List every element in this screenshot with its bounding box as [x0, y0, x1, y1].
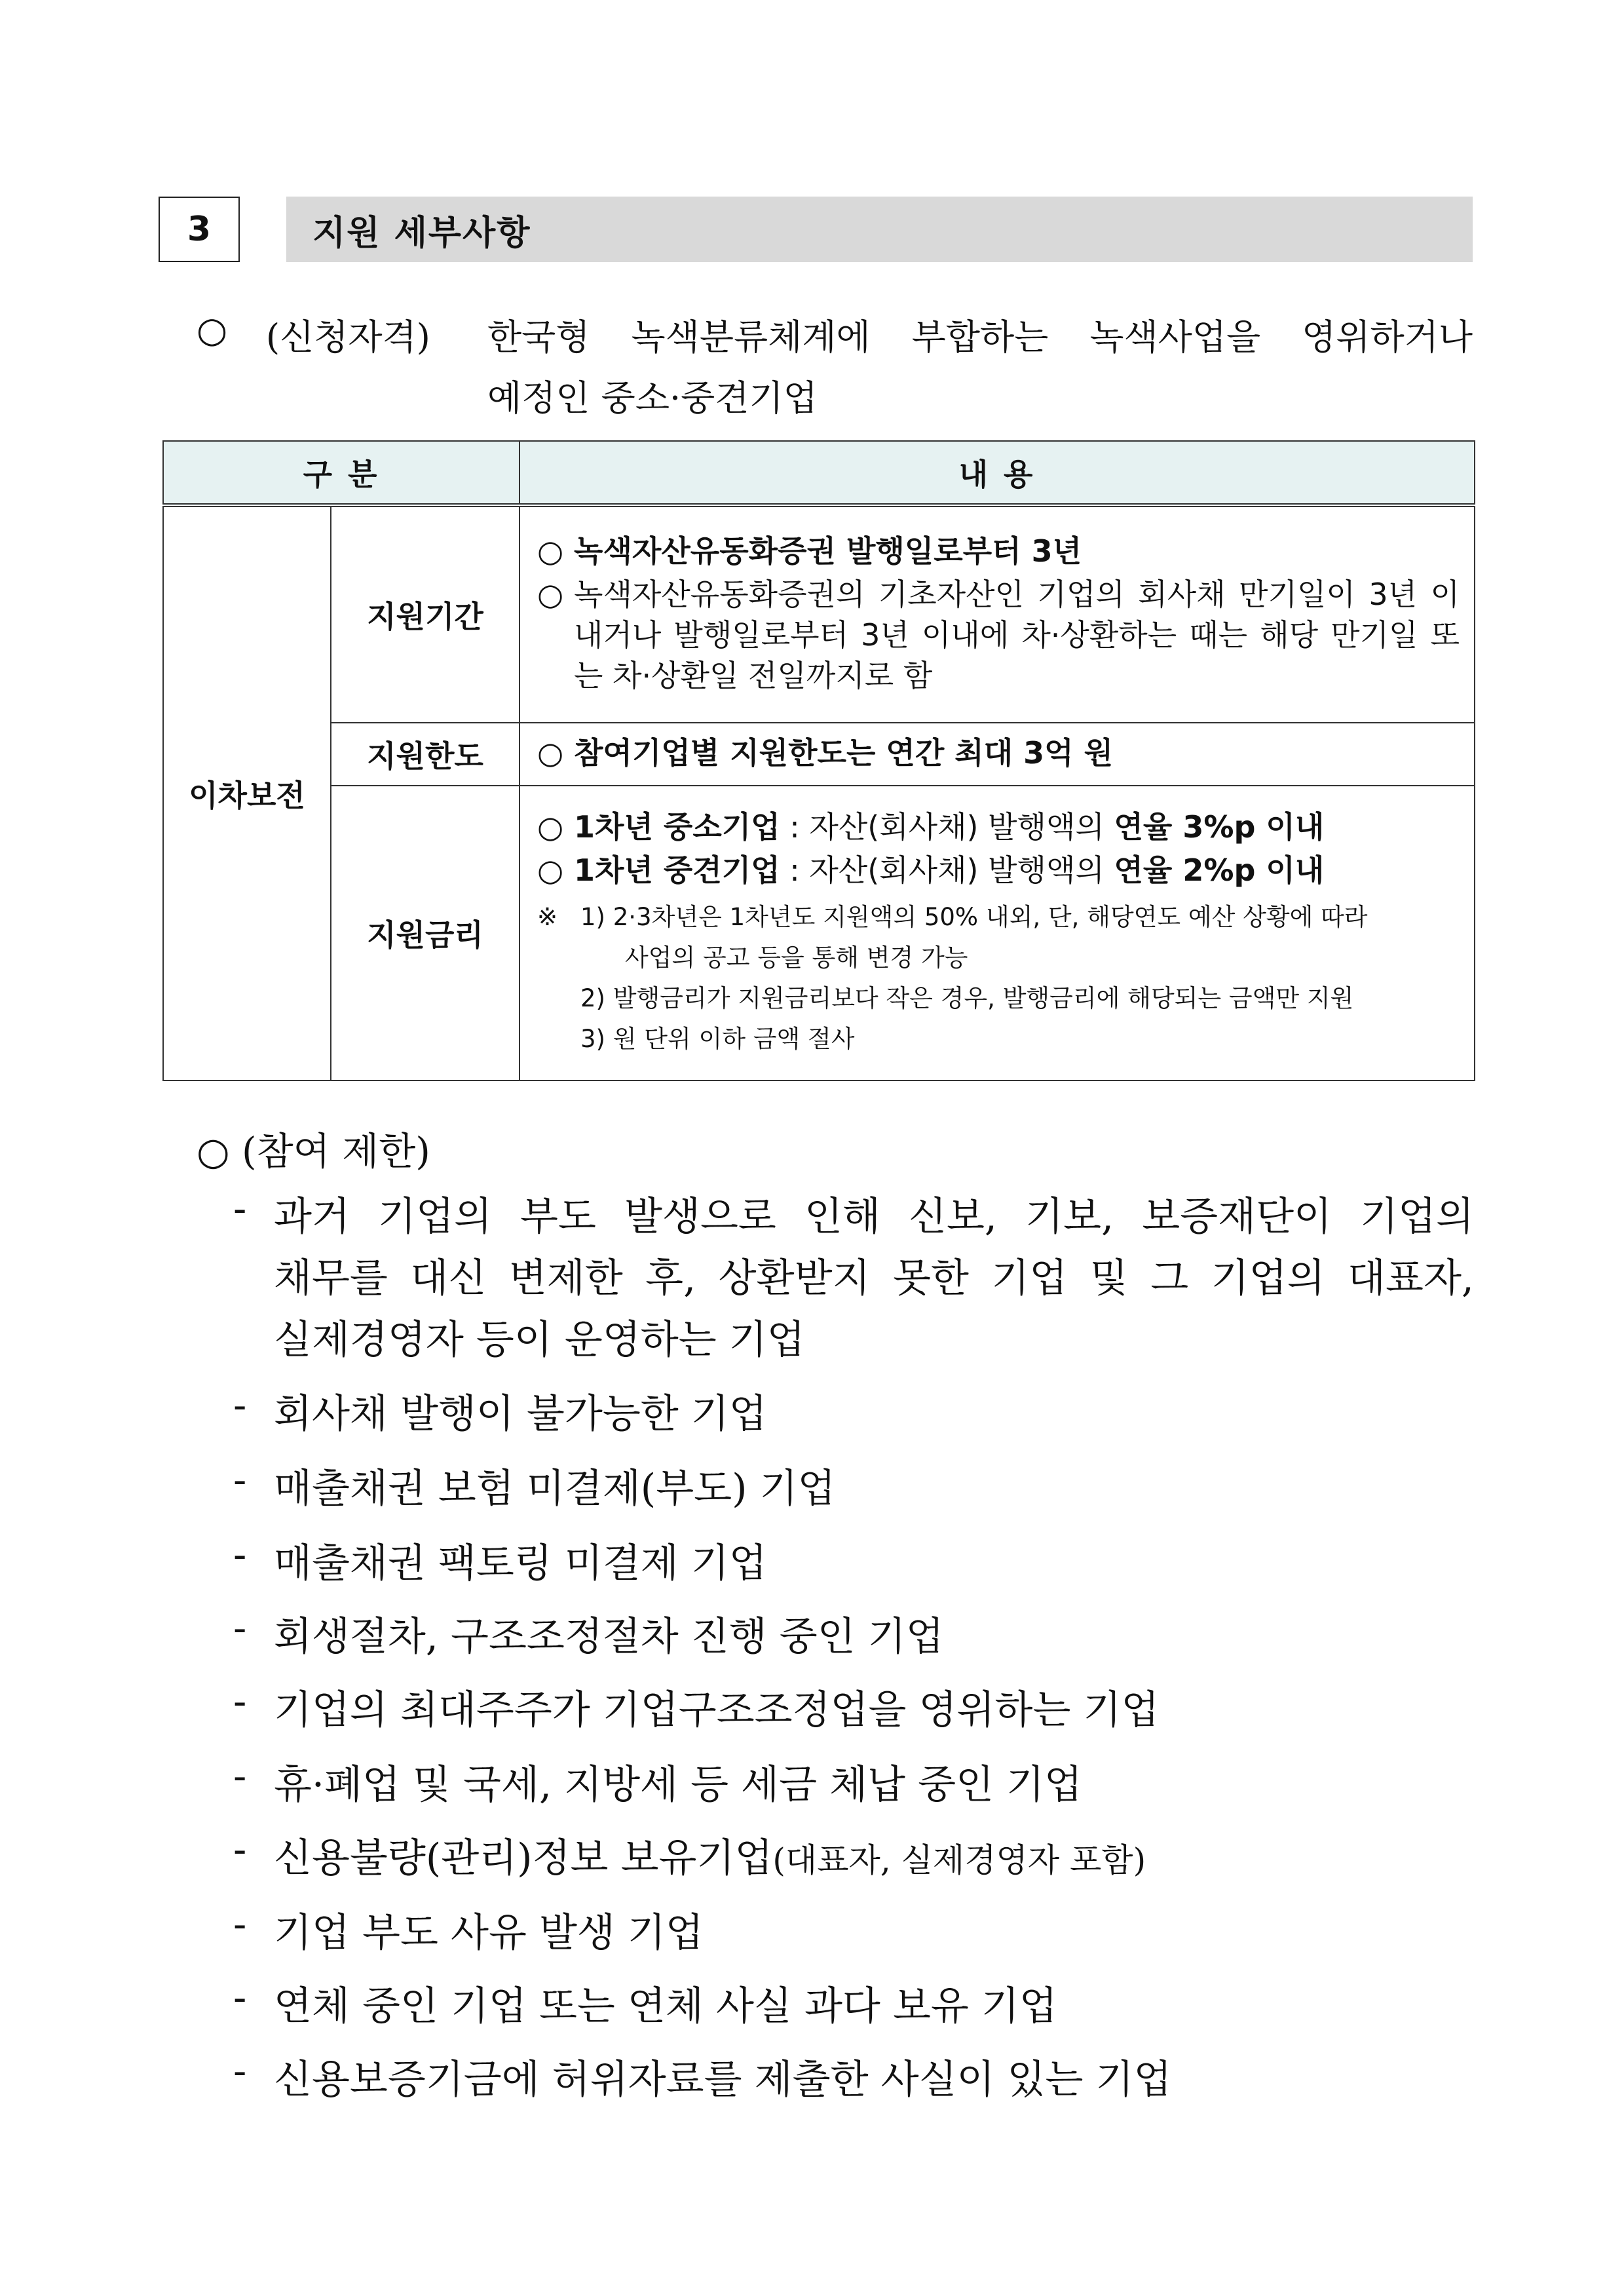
rate-value: 연율 3%p 이내 — [1114, 809, 1325, 845]
rate-desc: : 자산(회사채) 발행액의 — [780, 852, 1114, 888]
dash-bullet: - — [233, 1383, 247, 1428]
list-item — [537, 733, 1460, 773]
restriction-line: 회사채 발행이 불가능한 기업 — [274, 1391, 767, 1437]
restriction-line: 채무를 대신 변제한 후, 상환받지 못한 기업 및 그 기업의 대표자, — [274, 1255, 1474, 1301]
dash-bullet: - — [233, 1679, 247, 1725]
rate-desc: : 자산(회사채) 발행액의 — [780, 809, 1114, 845]
rate-subject: 1차년 중소기업 — [574, 809, 780, 845]
note-3: 3) 원 단위 이하 금액 절사 — [580, 1025, 855, 1053]
eligibility-label: (신청자격) — [266, 316, 430, 358]
restriction-line: 연체 중인 기업 또는 연체 사실 과다 보유 기업 — [274, 1983, 1057, 2029]
list-item — [537, 807, 1460, 847]
restriction-item — [233, 1902, 1474, 1958]
restriction-item — [233, 1753, 1474, 1810]
table-row — [163, 786, 1475, 1081]
item-text: 참여기업별 지원한도는 연간 최대 3억 원 — [574, 735, 1114, 771]
restriction-item — [233, 1383, 1474, 1439]
row-label-limit: 지원한도 — [331, 723, 519, 786]
row-content-rate — [519, 786, 1475, 1081]
table-row — [163, 723, 1475, 786]
header-content: 내 용 — [519, 441, 1475, 505]
restriction-line: 과거 기업의 부도 발생으로 인해 신보, 기보, 보증재단이 기업의 — [274, 1194, 1474, 1240]
dash-bullet: - — [233, 1753, 247, 1799]
section-number: 3 — [159, 197, 240, 262]
restriction-item — [233, 1605, 1474, 1662]
list-item — [537, 574, 1460, 696]
restriction-line: 기업의 최대주주가 기업구조조정업을 영위하는 기업 — [274, 1687, 1160, 1733]
restriction-line: 신용보증기금에 허위자료를 제출한 사실이 있는 기업 — [274, 2057, 1172, 2103]
list-item — [537, 531, 1460, 571]
dash-bullet: - — [233, 2048, 247, 2094]
note-mark-icon: ※ — [537, 903, 558, 931]
section-title: 지원 세부사항 — [286, 197, 1473, 262]
restriction-item — [233, 1975, 1474, 2031]
row-content-limit — [519, 723, 1475, 786]
restrictions-title: ○ (참여 제한) — [197, 1129, 430, 1174]
circle-bullet-icon: ○ — [537, 809, 564, 845]
restriction-line: 매출채권 팩토링 미결제 기업 — [274, 1540, 767, 1586]
restriction-line: 회생절차, 구조조정절차 진행 중인 기업 — [274, 1614, 944, 1660]
restriction-line: 실제경영자 등이 운영하는 기업 — [274, 1317, 805, 1363]
group-label: 이차보전 — [163, 505, 331, 1081]
eligibility-text-line2: 예정인 중소·중견기업 — [487, 377, 818, 419]
dash-bullet: - — [233, 1457, 247, 1503]
restriction-line: 휴·폐업 및 국세, 지방세 등 세금 체납 중인 기업 — [274, 1762, 1083, 1808]
circle-bullet-icon: ○ — [537, 577, 564, 612]
note-1: 1) 2·3차년은 1차년도 지원액의 50% 내외, 단, 해당연도 예산 상황에 따라 — [580, 903, 1368, 931]
restriction-item — [233, 1186, 1474, 1371]
row-content-period — [519, 505, 1475, 723]
rate-value: 연율 2%p 이내 — [1114, 852, 1325, 888]
restriction-line: 매출채권 보험 미결제(부도) 기업 — [274, 1466, 836, 1512]
note-1-cont: 사업의 공고 등을 통해 변경 가능 — [625, 944, 968, 972]
rate-subject: 1차년 중견기업 — [574, 852, 780, 888]
dash-bullet: - — [233, 1186, 247, 1232]
restriction-line: 신용불량(관리)정보 보유기업 — [274, 1835, 773, 1881]
table-row — [163, 505, 1475, 723]
list-item — [537, 850, 1460, 890]
dash-bullet: - — [233, 1902, 247, 1947]
eligibility-bullet: ○ — [197, 309, 228, 351]
header-category: 구 분 — [163, 441, 519, 505]
dash-bullet: - — [233, 1975, 247, 2021]
restriction-item — [233, 1457, 1474, 1514]
restriction-item — [233, 1827, 1474, 1883]
restriction-line: 기업 부도 사유 발생 기업 — [274, 1910, 704, 1956]
table-header-row — [163, 441, 1475, 505]
row-label-period: 지원기간 — [331, 505, 519, 723]
item-text: 녹색자산유동화증권 발행일로부터 3년 — [574, 533, 1082, 569]
item-text: 녹색자산유동화증권의 기초자산인 기업의 회사채 만기일이 3년 이내거나 발행일로부터 3년 이내에 차·상환하는 때는 해당 만기일 또는 차·상환일 전일까지로 함 — [574, 577, 1460, 693]
restriction-item — [233, 1532, 1474, 1588]
circle-bullet-icon: ○ — [537, 735, 564, 771]
circle-bullet-icon: ○ — [537, 533, 564, 569]
eligibility-text-line1: 한국형 녹색분류체계에 부합하는 녹색사업을 영위하거나 — [487, 316, 1473, 358]
circle-bullet-icon: ○ — [537, 852, 564, 888]
restriction-note: (대표자, 실제경영자 포함) — [772, 1841, 1146, 1879]
row-label-rate: 지원금리 — [331, 786, 519, 1081]
dash-bullet: - — [233, 1532, 247, 1578]
rate-notes — [537, 897, 1460, 1060]
restriction-item — [233, 2048, 1474, 2105]
dash-bullet: - — [233, 1605, 247, 1651]
restriction-item — [233, 1679, 1474, 1735]
dash-bullet: - — [233, 1827, 247, 1873]
note-2: 2) 발행금리가 지원금리보다 작은 경우, 발행금리에 해당되는 금액만 지원 — [580, 984, 1354, 1012]
support-table — [162, 440, 1475, 1081]
